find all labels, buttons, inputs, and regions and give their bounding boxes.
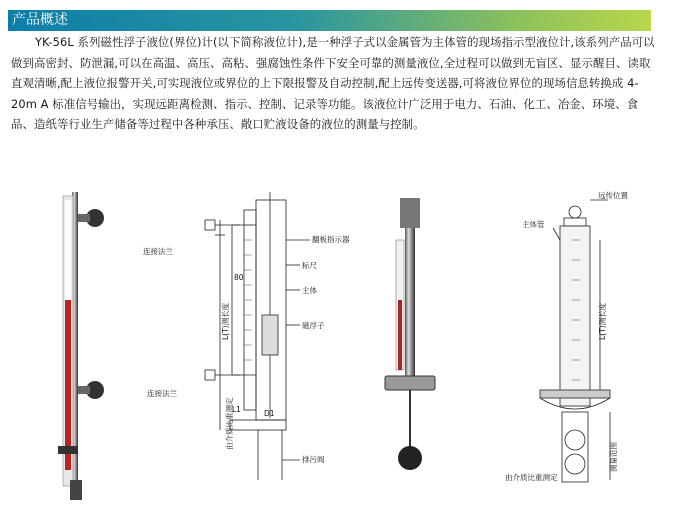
label-flange-bottom: 连接法兰 xyxy=(147,389,177,398)
description-paragraph xyxy=(11,32,655,135)
section-header xyxy=(8,10,651,31)
gauge-photo-2 xyxy=(385,198,435,470)
label-medium-2: 由介质比重测定 xyxy=(505,473,558,482)
label-flange-top: 连接法兰 xyxy=(143,247,173,256)
label-drain: 排污阀 xyxy=(302,455,325,464)
label-remote: 远传位置 xyxy=(598,191,628,200)
gauge-photo-1 xyxy=(58,192,104,500)
label-scale: 标尺 xyxy=(302,261,317,270)
label-body: 主体 xyxy=(302,286,317,295)
section-title: 产品概述 xyxy=(12,12,68,28)
label-range: 测量范围 xyxy=(609,442,618,472)
label-length-2: L(T)测长度 xyxy=(598,302,607,340)
label-length-1: L(T)测长度 xyxy=(221,302,230,340)
dim-80: 80 xyxy=(234,273,244,282)
gauge-diagram-2 xyxy=(540,200,610,482)
description-text: YK-56L 系列磁性浮子液位(界位)计(以下简称液位计),是一种浮子式以金属管为主体管的现场指示型液位计,该系列产品可以做到高密封、防泄漏,可以在高温、高压、高粘、强腐蚀性条件下安全可靠的测量液位,全过程可以做到无盲区、显示醒目、读取直观清晰,配上液位报警开关,可实现液位或界位的上下限报警及自动控制,配上远传变送器,可将液位界位的现场信息转换成 4-20m A 标准信号输出，实现远距离检测、指示、控制、记录等功能。该液位计广泛用于电力、石油、化工、冶金、环境、食品、造纸等行业生产储备等过程中各种承压、敞口贮液设备的液位的测量与控制。 xyxy=(11,35,655,132)
label-float: 磁浮子 xyxy=(302,321,325,330)
product-figures xyxy=(0,180,685,508)
dim-l1: L1 xyxy=(232,405,241,414)
label-medium-1: 由介质比重测定 xyxy=(225,397,234,450)
dim-d1: D1 xyxy=(264,409,275,418)
label-main-tube: 主体管 xyxy=(522,220,545,229)
label-indicator: 翻板指示器 xyxy=(312,235,350,244)
